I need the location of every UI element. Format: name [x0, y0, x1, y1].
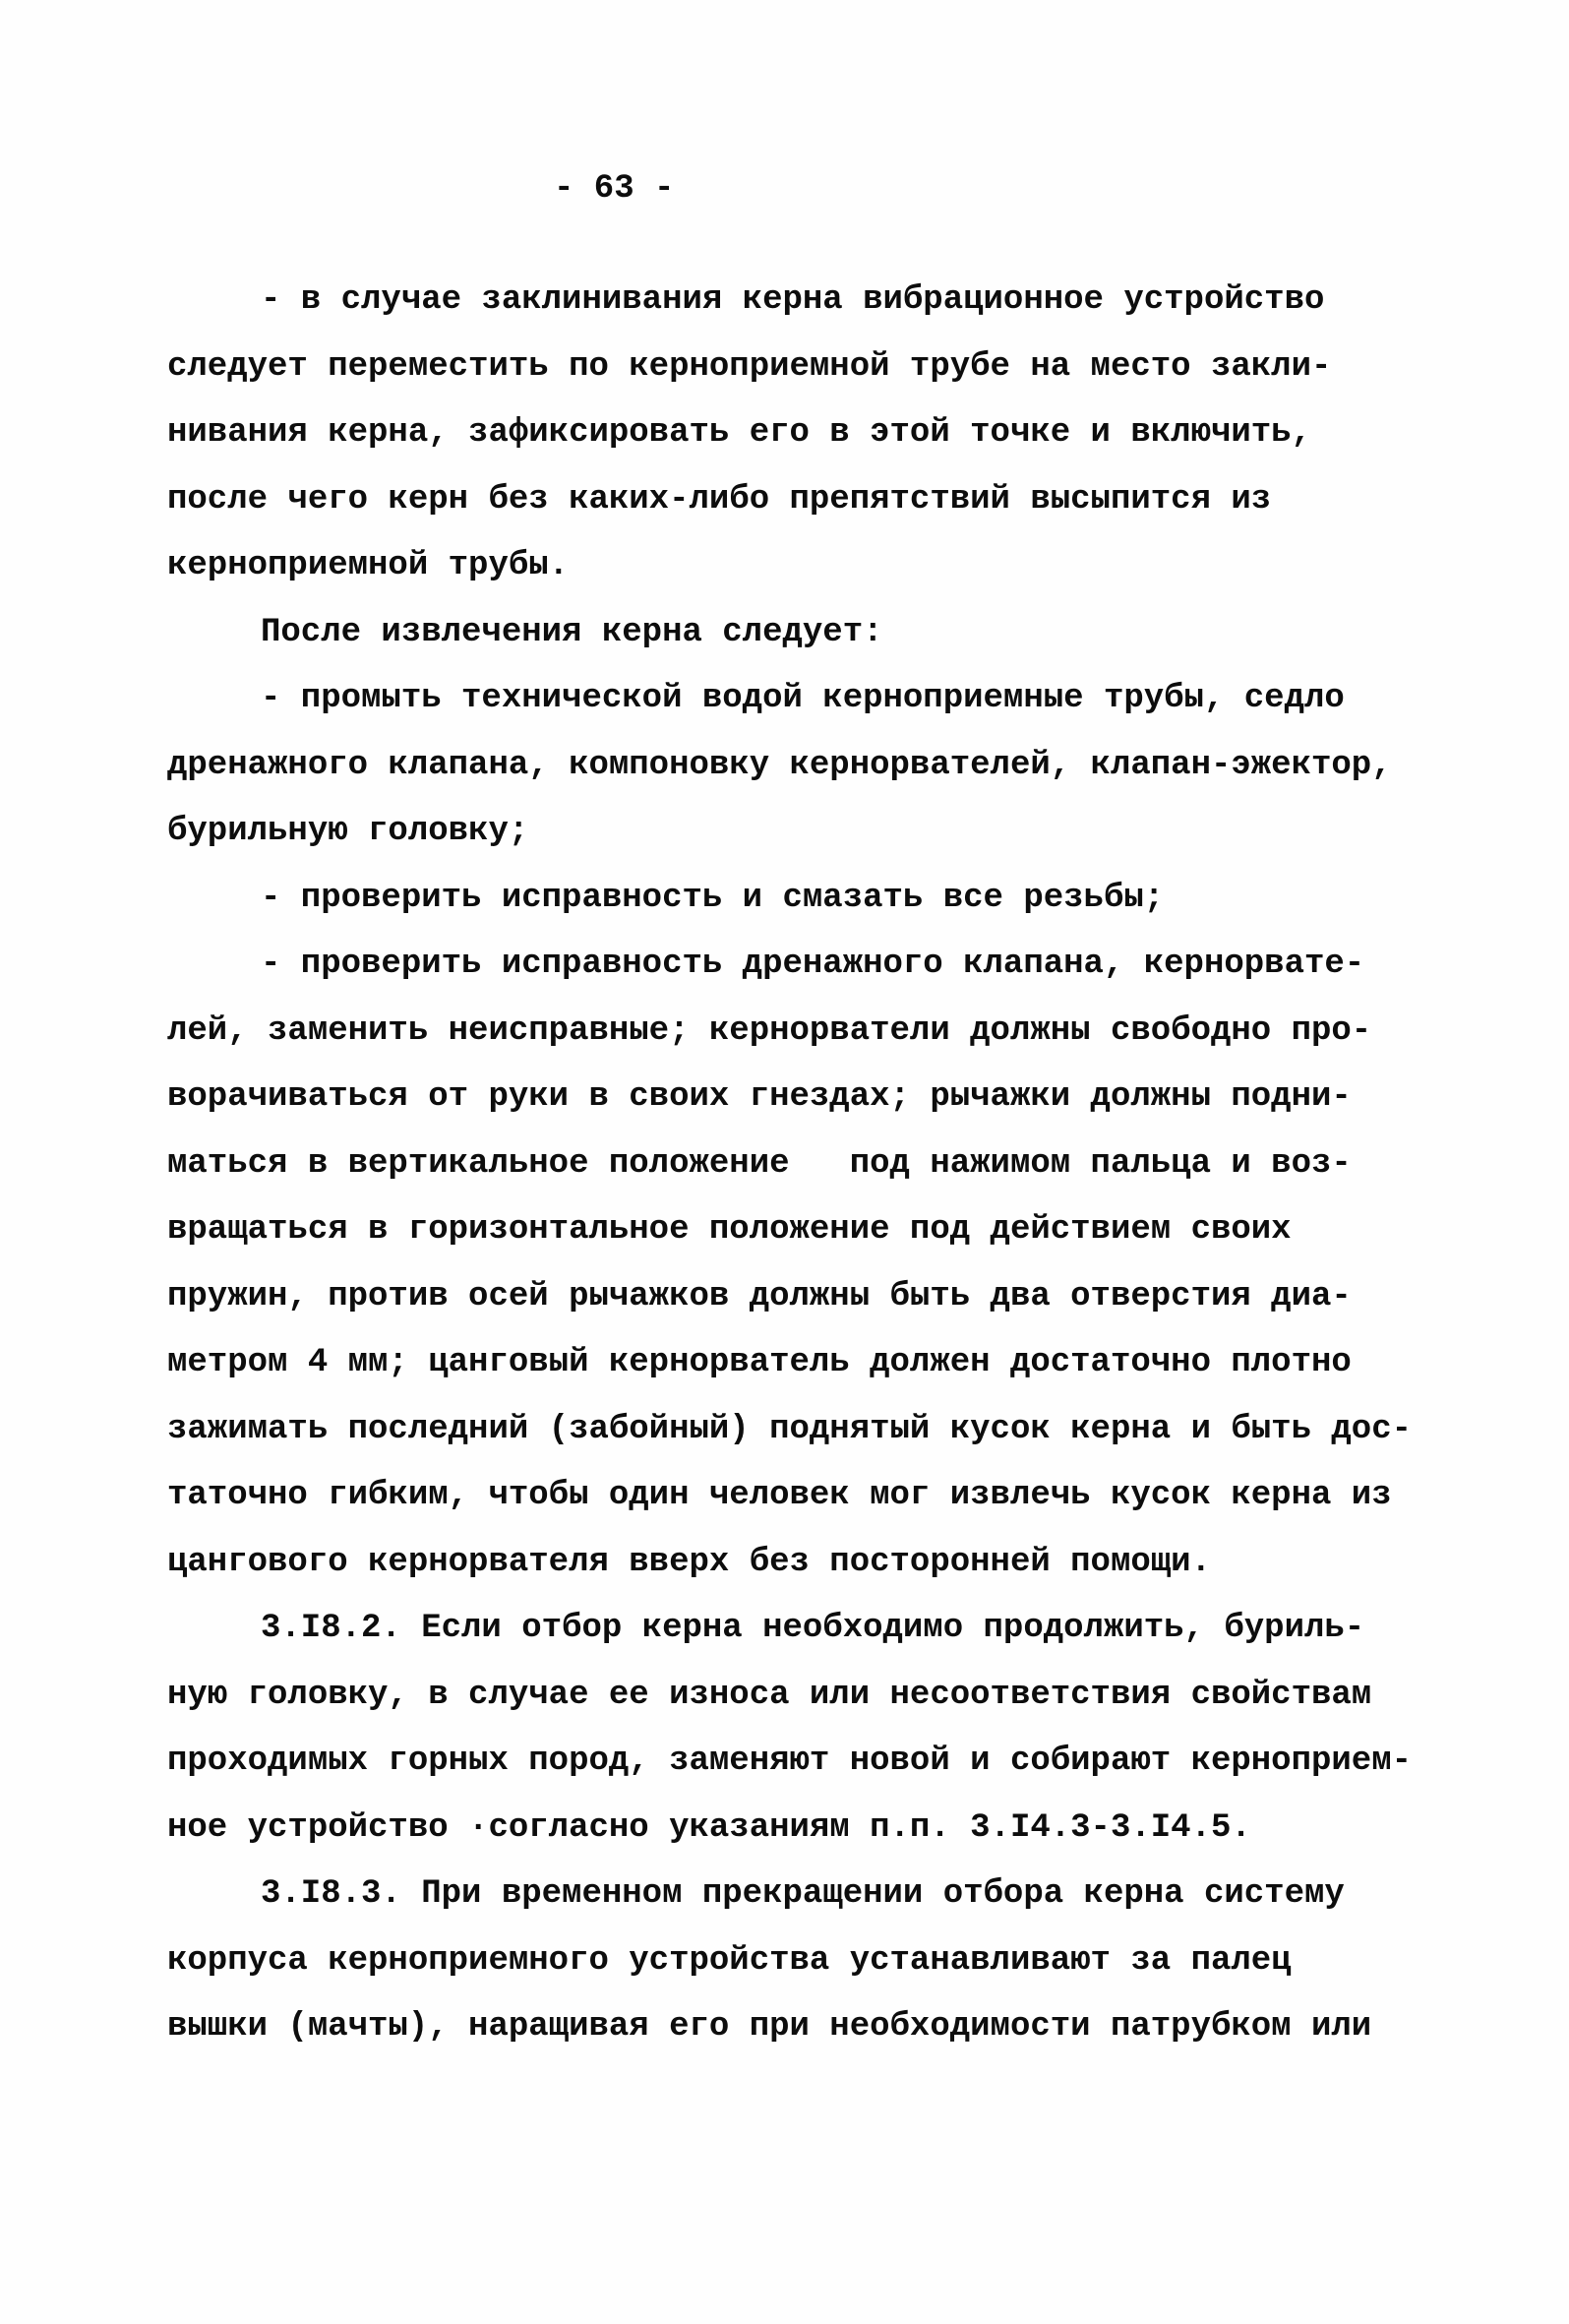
text-line: 3.I8.3. При временном прекращении отбора керна систему [261, 1875, 1345, 1913]
text-line: маться в вертикальное положение под нажимом пальца и воз- [167, 1144, 1352, 1183]
document-text-block [167, 268, 1505, 2061]
text-line: - проверить исправность дренажного клапана, кернорвате- [261, 946, 1365, 983]
text-line: после чего керн без каких-либо препятствий высыпится из [167, 480, 1272, 519]
text-line: ворачиваться от руки в своих гнездах; рычажки должны подни- [167, 1078, 1352, 1116]
text-line: следует переместить по керноприемной трубе на место закли- [167, 347, 1332, 386]
text-line: проходимых горных пород, заменяют новой и собирают керноприем- [167, 1743, 1413, 1780]
text-line: бурильную головку; [167, 813, 529, 850]
text-line: зажимать последний (забойный) поднятый кусок керна и быть дос- [167, 1410, 1413, 1448]
text-line: - промыть технической водой керноприемные трубы, седло [261, 680, 1345, 717]
text-line: корпуса керноприемного устройства устанавливают за палец [167, 1941, 1292, 1980]
text-line: вышки (мачты), наращивая его при необходимости патрубком или [167, 2008, 1372, 2046]
text-line: метром 4 мм; цанговый кернорватель должен достаточно плотно [167, 1344, 1352, 1381]
text-line: лей, заменить неисправные; кернорватели должны свободно про- [167, 1011, 1372, 1050]
text-line: - в случае заклинивания керна вибрационное устройство [261, 281, 1325, 319]
text-line: дренажного клапана, компоновку кернорвателей, клапан-эжектор, [167, 746, 1392, 784]
text-line: - проверить исправность и смазать все резьбы; [261, 879, 1165, 917]
text-line: нивания керна, зафиксировать его в этой точке и включить, [167, 414, 1311, 452]
text-line: пружин, против осей рычажков должны быть два отверстия диа- [167, 1277, 1352, 1315]
text-line: 3.I8.2. Если отбор керна необходимо продолжить, буриль- [261, 1610, 1365, 1647]
text-line: вращаться в горизонтальное положение под действием своих [167, 1211, 1292, 1249]
text-line: таточно гибким, чтобы один человек мог извлечь кусок керна из [167, 1477, 1392, 1514]
text-line: цангового кернорвателя вверх без посторонней помощи. [167, 1543, 1211, 1581]
text-line: ное устройство ·согласно указаниям п.п. 3.I4.3-3.I4.5. [167, 1808, 1251, 1847]
page-number: - 63 - [554, 170, 675, 208]
text-line: ную головку, в случае ее износа или несоответствия свойствам [167, 1676, 1372, 1714]
text-line: После извлечения керна следует: [261, 613, 883, 651]
text-line: керноприемной трубы. [167, 547, 570, 584]
